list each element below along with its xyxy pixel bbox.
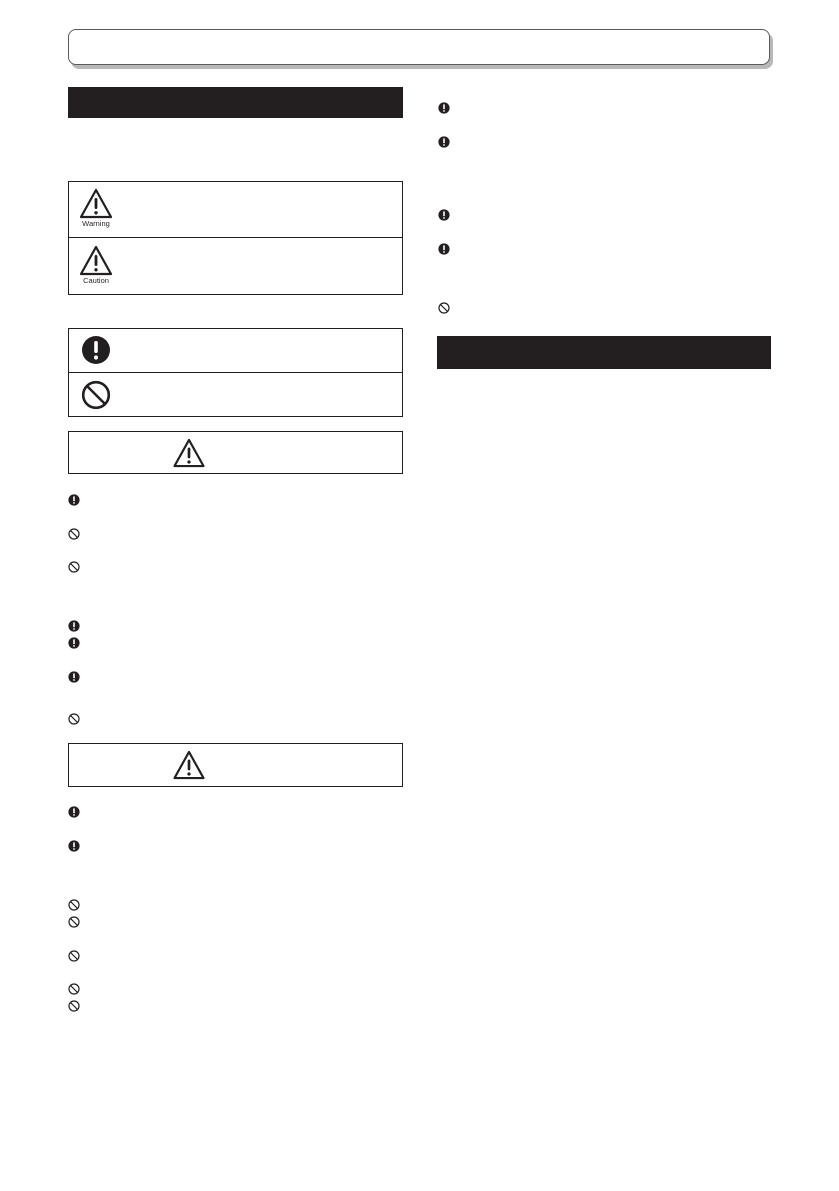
- warning-triangle-icon: [79, 188, 113, 219]
- symbol-table-severity: [68, 181, 403, 295]
- prohibited-icon: [68, 916, 80, 928]
- prohibited-action-icon: [81, 380, 111, 410]
- mandatory-icon: [68, 637, 80, 649]
- mandatory-icon: [68, 494, 80, 506]
- prohibited-icon: [68, 713, 80, 725]
- caution-banner: [68, 743, 403, 787]
- symbol-table-actions: [68, 328, 403, 417]
- warning-triangle-icon: [79, 245, 113, 276]
- warning-triangle-icon: [172, 750, 206, 780]
- section-heading-bar-safety: [68, 87, 403, 118]
- prohibited-icon: [68, 561, 80, 573]
- page-header-bar: [68, 29, 770, 65]
- mandatory-icon: [68, 840, 80, 852]
- prohibited-icon: [438, 302, 450, 314]
- section-heading-bar-precautions: [437, 336, 771, 369]
- prohibited-icon: [68, 950, 80, 962]
- warning-banner: [68, 431, 403, 474]
- mandatory-action-icon: [81, 335, 111, 365]
- symbol-row-caution: [69, 237, 402, 295]
- prohibited-icon: [68, 1000, 80, 1012]
- symbol-row-mandatory: [69, 329, 402, 372]
- warning-triangle-icon: [172, 438, 206, 468]
- symbol-row-warning: [69, 182, 402, 237]
- symbol-caption-warning: Warning: [82, 219, 110, 228]
- mandatory-icon: [438, 243, 450, 255]
- mandatory-icon: [68, 806, 80, 818]
- mandatory-icon: [438, 136, 450, 148]
- prohibited-icon: [68, 983, 80, 995]
- mandatory-icon: [438, 102, 450, 114]
- prohibited-icon: [68, 528, 80, 540]
- symbol-row-prohibited: [69, 372, 402, 417]
- mandatory-icon: [68, 620, 80, 632]
- mandatory-icon: [438, 209, 450, 221]
- symbol-caption-caution: Caution: [83, 276, 109, 285]
- mandatory-icon: [68, 671, 80, 683]
- prohibited-icon: [68, 899, 80, 911]
